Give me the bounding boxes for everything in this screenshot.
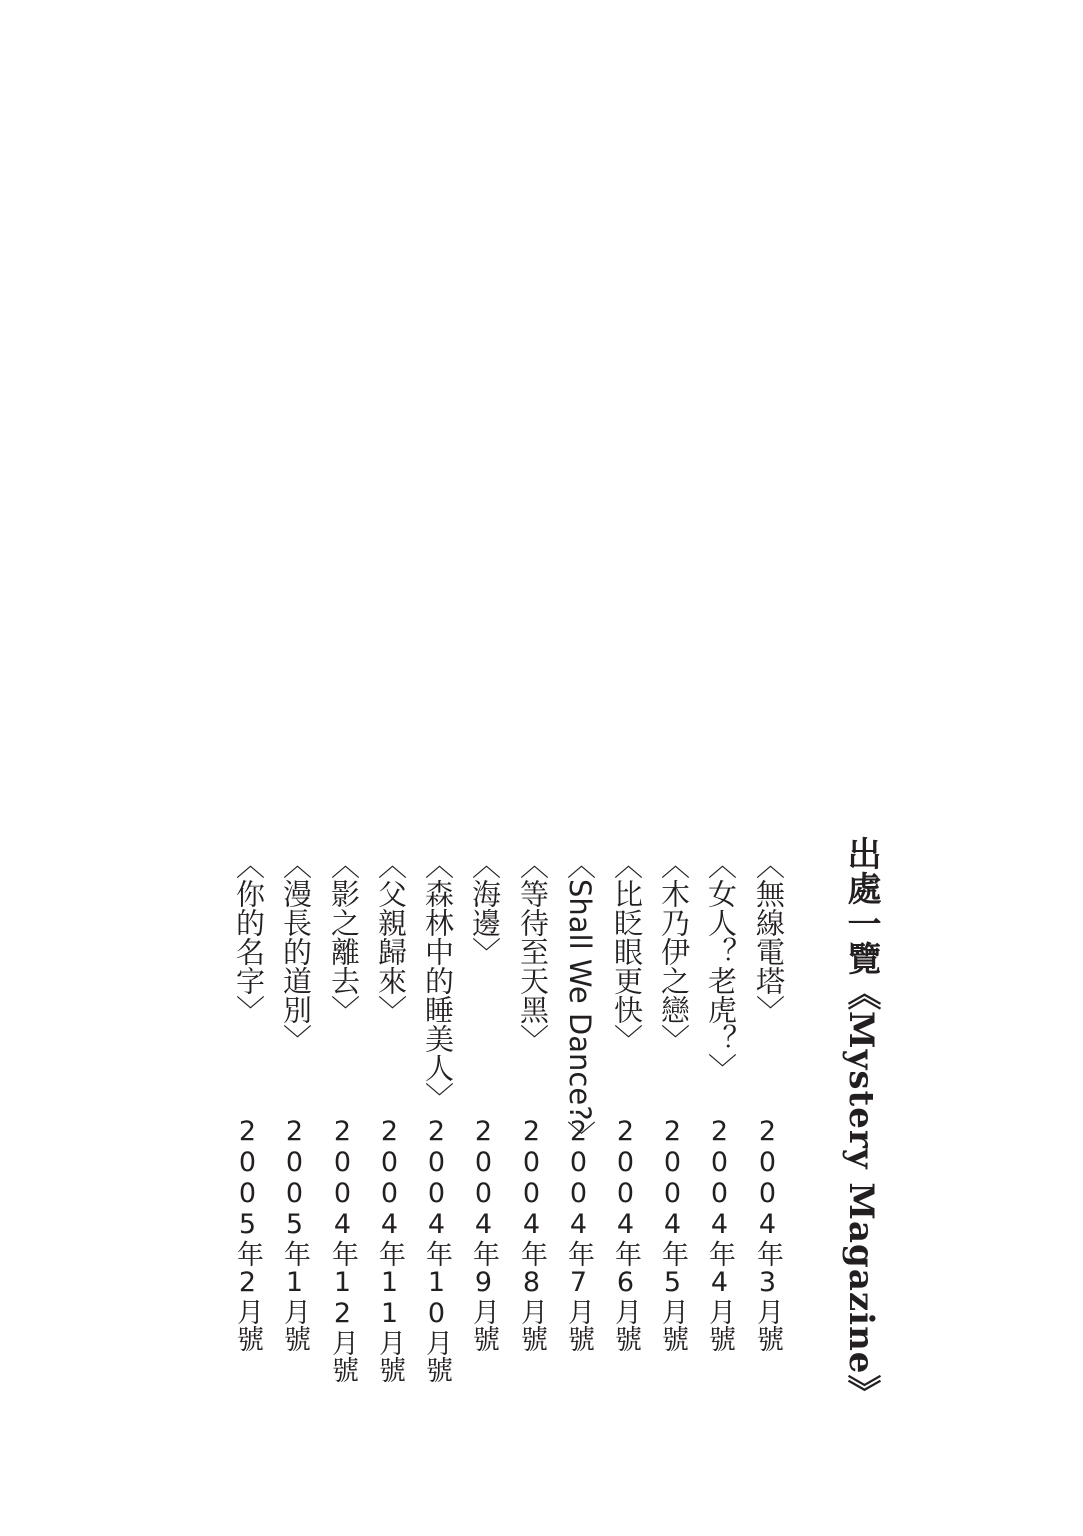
entry-issue: 2004年6月號 [610,1116,641,1352]
entry-title: 〈你的名字〉 [232,850,266,1024]
entry-issue: 2004年3月號 [752,1116,783,1352]
entry-issue: 2004年7月號 [563,1116,594,1352]
entry-issue: 2004年11月號 [374,1116,405,1383]
entry-issue: 2004年10月號 [421,1116,452,1383]
entry-issue: 2004年9月號 [468,1116,499,1352]
entry-issue: 2004年4月號 [704,1116,735,1352]
entry-issue: 2004年8月號 [516,1116,547,1352]
entry-title: 〈無線電塔〉 [752,850,786,1024]
entry-title: 〈漫長的道別〉 [279,850,313,1053]
entry-issue: 2004年12月號 [327,1116,358,1383]
entry-title: 〈等待至天黑〉 [516,850,550,1053]
page-heading: 出處一覽《Mystery Magazine》 [841,836,881,1410]
entry-title: 〈木乃伊之戀〉 [657,850,691,1053]
entry-title: 〈父親歸來〉 [374,850,408,1024]
entry-issue: 2004年5月號 [657,1116,688,1352]
entry-title: 〈比眨眼更快〉 [610,850,644,1053]
entry-issue: 2005年2月號 [232,1116,263,1352]
entry-issue: 2005年1月號 [279,1116,310,1352]
entry-title: 〈影之離去〉 [327,850,361,1024]
entry-title: 〈森林中的睡美人〉 [421,850,455,1111]
entry-title: 〈海邊〉 [468,850,502,966]
entry-title: 〈Shall We Dance?〉 [563,850,597,1150]
entry-title: 〈女人？老虎？〉 [704,850,738,1082]
